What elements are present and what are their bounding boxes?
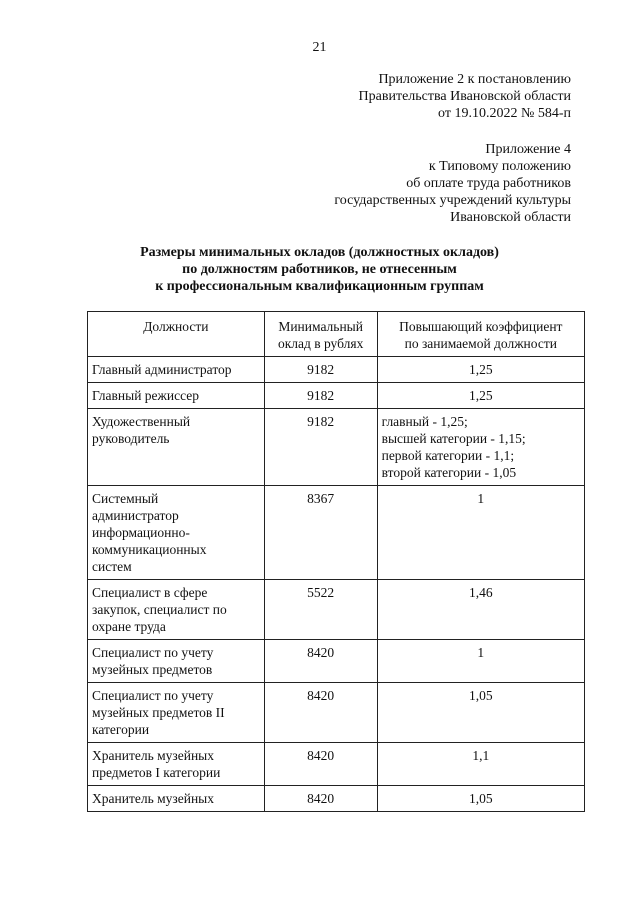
cell-line: музейных предметов II: [92, 705, 225, 720]
cell-line: руководитель: [92, 431, 170, 446]
cell-line: 1,05: [468, 688, 493, 703]
document-title: [0, 244, 639, 295]
cell-coefficient: [377, 580, 584, 640]
table-row: [88, 640, 585, 683]
cell-salary: 8420: [264, 683, 377, 743]
cell-line: Системный: [92, 491, 159, 506]
cell-line: Специалист в сфере: [92, 585, 208, 600]
cell-line: Художественный: [92, 414, 191, 429]
cell-line: закупок, специалист по: [92, 602, 227, 617]
salary-table: [87, 311, 585, 812]
cell-coefficient: [377, 383, 584, 409]
cell-coefficient: [377, 786, 584, 812]
cell-position: [88, 640, 265, 683]
annex-reference-resolution: [359, 71, 571, 122]
table-header-row: [88, 312, 585, 357]
annex-line: Приложение 4: [485, 142, 571, 157]
cell-line: 1,1: [472, 748, 490, 763]
cell-position: [88, 409, 265, 486]
annex-line: к Типовому положению: [428, 159, 571, 174]
cell-salary: 9182: [264, 357, 377, 383]
table-row: [88, 580, 585, 640]
annex-line: Приложение 2 к постановлению: [378, 72, 571, 87]
cell-line: 1: [477, 491, 485, 506]
header-coefficient: [377, 312, 584, 357]
table-row: [88, 743, 585, 786]
title-line: Размеры минимальных окладов (должностных окладов): [140, 245, 499, 260]
header-coefficient-line: по занимаемой должности: [404, 336, 557, 351]
table-row: [88, 786, 585, 812]
annex-line: Ивановской области: [450, 210, 571, 225]
annex-line: государственных учреждений культуры: [334, 193, 571, 208]
cell-line: администратор: [92, 508, 179, 523]
cell-salary: 8420: [264, 640, 377, 683]
cell-line: высшей категории - 1,15;: [381, 431, 526, 446]
cell-position: [88, 683, 265, 743]
title-line: к профессиональным квалификационным группам: [155, 279, 484, 294]
page-number: 21: [312, 40, 327, 55]
table-row: [88, 409, 585, 486]
cell-coefficient: [377, 409, 584, 486]
cell-line: систем: [92, 559, 132, 574]
cell-coefficient: [377, 743, 584, 786]
annex-line: Правительства Ивановской области: [358, 89, 571, 104]
header-salary-line: оклад в рублях: [277, 336, 364, 351]
cell-line: информационно-: [92, 525, 190, 540]
cell-position: [88, 743, 265, 786]
table-row: [88, 357, 585, 383]
cell-line: коммуникационных: [92, 542, 207, 557]
cell-salary: 8420: [264, 786, 377, 812]
cell-line: предметов I категории: [92, 765, 221, 780]
cell-line: 1,46: [468, 585, 493, 600]
cell-line: 1,05: [468, 791, 493, 806]
cell-line: охране труда: [92, 619, 166, 634]
header-salary-line: Минимальный: [278, 319, 363, 334]
cell-line: 1,25: [468, 388, 493, 403]
cell-position: [88, 486, 265, 580]
table-row: [88, 383, 585, 409]
annex-line: от 19.10.2022 № 584-п: [438, 106, 571, 121]
cell-line: 1,25: [468, 362, 493, 377]
cell-line: Хранитель музейных: [92, 791, 214, 806]
table-row: [88, 486, 585, 580]
cell-line: главный - 1,25;: [381, 414, 468, 429]
cell-line: первой категории - 1,1;: [381, 448, 515, 463]
title-line: по должностям работников, не отнесенным: [182, 262, 457, 277]
cell-line: музейных предметов: [92, 662, 213, 677]
cell-line: Хранитель музейных: [92, 748, 214, 763]
cell-coefficient: [377, 357, 584, 383]
cell-salary: 8367: [264, 486, 377, 580]
cell-position: [88, 383, 265, 409]
cell-position: [88, 786, 265, 812]
annex-reference-regulation: [334, 141, 571, 226]
header-salary: [264, 312, 377, 357]
cell-line: второй категории - 1,05: [381, 465, 517, 480]
cell-coefficient: [377, 640, 584, 683]
cell-line: Главный администратор: [92, 362, 232, 377]
header-coefficient-line: Повышающий коэффициент: [399, 319, 563, 334]
annex-line: об оплате труда работников: [406, 176, 571, 191]
cell-coefficient: [377, 683, 584, 743]
cell-coefficient: [377, 486, 584, 580]
cell-line: Специалист по учету: [92, 688, 214, 703]
header-position-label: Должности: [143, 319, 209, 334]
cell-salary: 9182: [264, 409, 377, 486]
cell-salary: 5522: [264, 580, 377, 640]
cell-salary: 8420: [264, 743, 377, 786]
header-position: [88, 312, 265, 357]
cell-line: Главный режиссер: [92, 388, 199, 403]
cell-line: Специалист по учету: [92, 645, 214, 660]
cell-line: 1: [477, 645, 485, 660]
cell-line: категории: [92, 722, 150, 737]
cell-position: [88, 357, 265, 383]
cell-salary: 9182: [264, 383, 377, 409]
table-row: [88, 683, 585, 743]
cell-position: [88, 580, 265, 640]
